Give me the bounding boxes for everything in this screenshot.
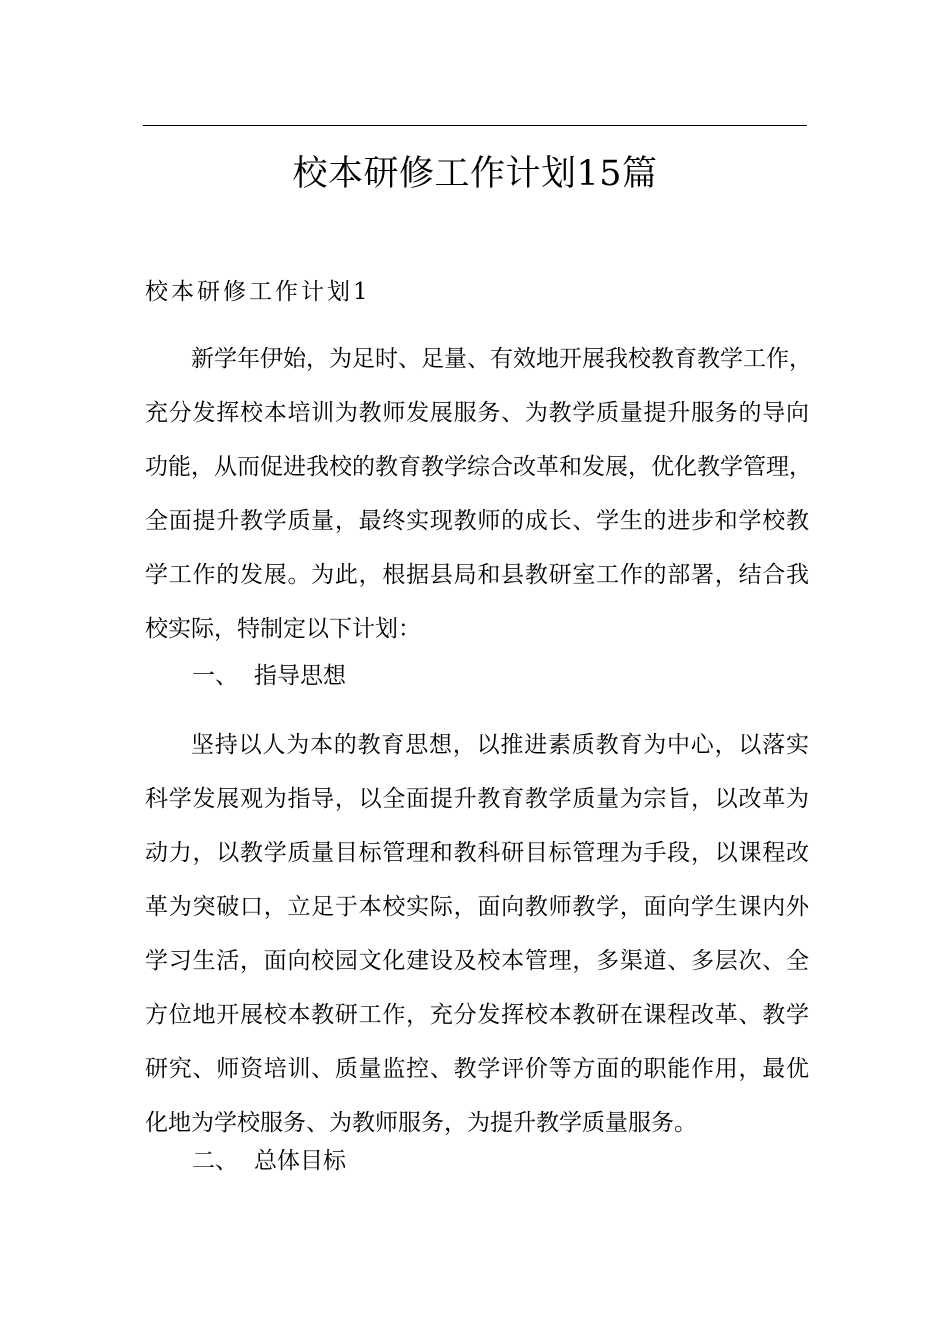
paragraph-line: 革为突破口，立足于本校实际，面向教师教学，面向学生课内外	[145, 894, 809, 920]
guiding-paragraph	[145, 718, 809, 1150]
heading-guiding-thought	[192, 658, 346, 694]
paragraph-line: 化地为学校服务、为教师服务，为提升教学质量服务。	[145, 1110, 697, 1136]
intro-paragraph	[145, 332, 812, 656]
paragraph-line: 全面提升教学质量，最终实现教师的成长、学生的进步和学校教	[145, 508, 809, 534]
heading-text: 指导思想	[254, 663, 346, 689]
paragraph-line: 动力，以教学质量目标管理和教科研目标管理为手段，以课程改	[145, 840, 809, 866]
section-title: 校本研修工作计划1	[145, 279, 371, 305]
heading-number: 二、	[192, 1148, 238, 1174]
heading-overall-goal	[192, 1143, 346, 1179]
paragraph-line: 科学发展观为指导，以全面提升教育教学质量为宗旨，以改革为	[145, 786, 809, 812]
header-rule	[143, 125, 807, 126]
paragraph-line: 学工作的发展。为此，根据县局和县教研室工作的部署，结合我	[145, 562, 809, 588]
paragraph-line: 校实际，特制定以下计划：	[145, 616, 421, 642]
paragraph-line: 坚持以人为本的教育思想，以推进素质教育为中心，以落实	[191, 732, 809, 758]
paragraph-line: 研究、师资培训、质量监控、教学评价等方面的职能作用，最优	[145, 1056, 809, 1082]
document-title: 校本研修工作计划15篇	[292, 154, 658, 194]
paragraph-line: 功能，从而促进我校的教育教学综合改革和发展，优化教学管理，	[145, 454, 812, 480]
paragraph-line: 学习生活，面向校园文化建设及校本管理，多渠道、多层次、全	[145, 948, 809, 974]
paragraph-line: 方位地开展校本教研工作，充分发挥校本教研在课程改革、教学	[145, 1002, 809, 1028]
heading-text: 总体目标	[254, 1148, 346, 1174]
paragraph-line: 新学年伊始，为足时、足量、有效地开展我校教育教学工作，	[191, 346, 812, 372]
heading-number: 一、	[192, 663, 238, 689]
paragraph-line: 充分发挥校本培训为教师发展服务、为教学质量提升服务的导向	[145, 400, 809, 426]
